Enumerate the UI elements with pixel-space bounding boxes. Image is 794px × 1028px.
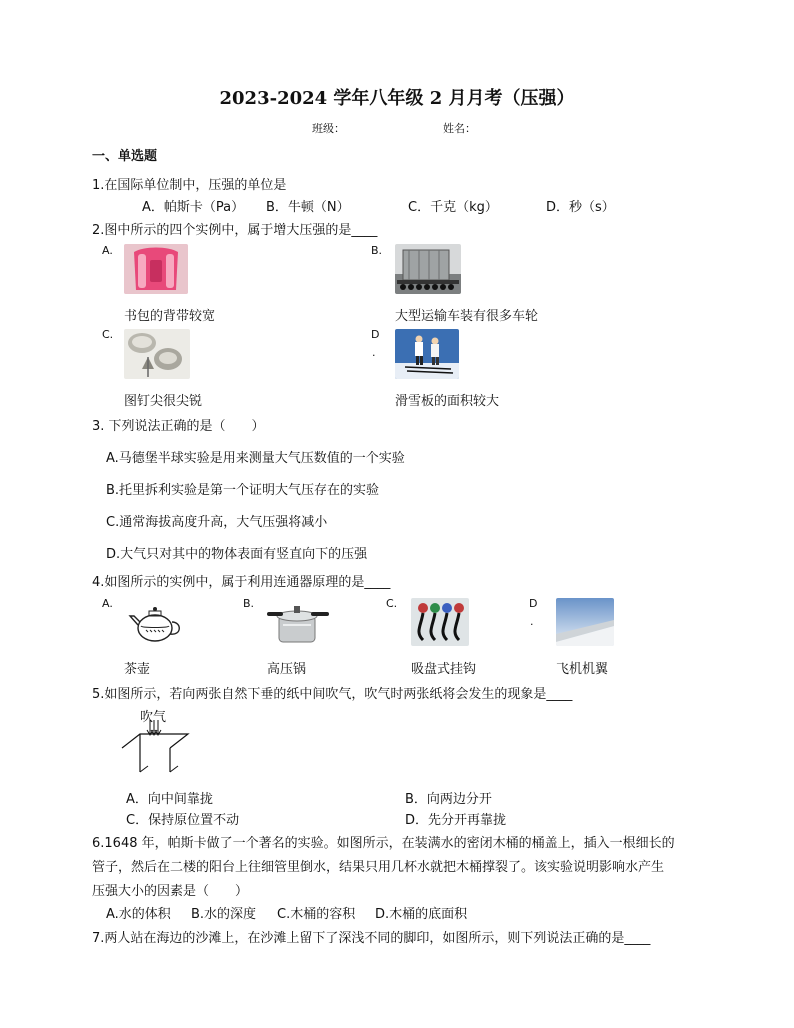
q4-letter-b: B. — [243, 597, 255, 610]
class-label: 班级： — [312, 122, 345, 135]
q6-option-a: A.水的体积 — [106, 907, 171, 922]
q6-option-d: D.木桶的底面积 — [375, 907, 468, 922]
q1-option-d: D．秒（s） — [546, 200, 615, 215]
q6-line-3: 压强大小的因素是（ ） — [92, 884, 249, 899]
q2-caption-d: 滑雪板的面积较大 — [395, 394, 500, 409]
q4-letter-d: D — [529, 597, 538, 610]
q3-stem: 3. 下列说法正确的是（ ） — [92, 419, 265, 434]
q3-option-a: A.马德堡半球实验是用来测量大气压数值的一个实验 — [106, 451, 405, 466]
q4-caption-d: 飞机机翼 — [556, 662, 609, 677]
q5-stem: 5.如图所示，若向两张自然下垂的纸中间吹气，吹气时两张纸将会发生的现象是____ — [92, 687, 573, 702]
thumbtack-image — [124, 329, 190, 379]
q4-letter-c: C. — [386, 597, 398, 610]
backpack-image — [124, 244, 188, 294]
q2-caption-c: 图钉尖很尖锐 — [124, 394, 203, 409]
q5-option-c: C．保持原位置不动 — [126, 813, 240, 828]
q4-caption-a: 茶壶 — [124, 662, 151, 677]
skier-image — [395, 329, 459, 379]
q1-option-c: C．千克（kg） — [408, 200, 498, 215]
q5-figure-label: 吹气 — [140, 710, 167, 725]
q2-stem: 2.图中所示的四个实例中，属于增大压强的是____ — [92, 223, 378, 238]
q4-letter-d-dot: . — [530, 615, 534, 628]
page-title: 2023-2024 学年八年级 2 月月考（压强） — [219, 88, 575, 109]
q1-option-b: B．牛顿（N） — [266, 200, 350, 215]
q5-option-a: A．向中间靠拢 — [126, 792, 213, 807]
q2-letter-d-dot: . — [372, 346, 376, 359]
q3-option-c: C.通常海拔高度升高，大气压强将减小 — [106, 515, 328, 530]
pressure-cooker-image — [265, 598, 331, 646]
q3-option-b: B.托里拆利实验是第一个证明大气压存在的实验 — [106, 483, 380, 498]
q3-option-d: D.大气只对其中的物体表面有竖直向下的压强 — [106, 547, 368, 562]
q2-letter-c: C. — [102, 328, 114, 341]
q4-caption-b: 高压锅 — [267, 662, 307, 677]
q4-stem: 4.如图所示的实例中，属于利用连通器原理的是____ — [92, 575, 391, 590]
q6-option-b: B.水的深度 — [191, 907, 257, 922]
suction-hook-image — [411, 598, 469, 646]
airplane-wing-image — [556, 598, 614, 646]
q2-caption-b: 大型运输车装有很多车轮 — [395, 309, 539, 324]
q4-caption-c: 吸盘式挂钩 — [411, 662, 477, 677]
q6-line-1: 6.1648 年，帕斯卡做了一个著名的实验。如图所示，在装满水的密闭木桶的桶盖上，插入一根细长的 — [92, 836, 675, 851]
q6-line-2: 管子，然后在二楼的阳台上往细管里倒水，结果只用几杯水就把木桶撑裂了。该实验说明影响水产生 — [92, 860, 665, 875]
blowing-paper-figure — [120, 718, 192, 776]
q5-option-b: B．向两边分开 — [405, 792, 492, 807]
q1-option-a: A．帕斯卡（Pa） — [142, 200, 245, 215]
section-heading: 一、单选题 — [92, 149, 158, 164]
transport-truck-image — [395, 244, 461, 294]
name-label: 姓名： — [443, 122, 476, 135]
q7-stem: 7.两人站在海边的沙滩上，在沙滩上留下了深浅不同的脚印，如图所示，则下列说法正确的是____ — [92, 931, 651, 946]
q4-letter-a: A. — [102, 597, 113, 610]
q2-letter-b: B. — [371, 244, 383, 257]
q2-caption-a: 书包的背带较宽 — [124, 309, 216, 324]
q2-letter-d: D — [371, 328, 380, 341]
teapot-image — [126, 598, 184, 646]
q6-option-c: C.木桶的容积 — [277, 907, 356, 922]
q2-letter-a: A. — [102, 244, 113, 257]
q5-option-d: D．先分开再靠拢 — [405, 813, 507, 828]
q1-stem: 1.在国际单位制中，压强的单位是 — [92, 178, 287, 193]
